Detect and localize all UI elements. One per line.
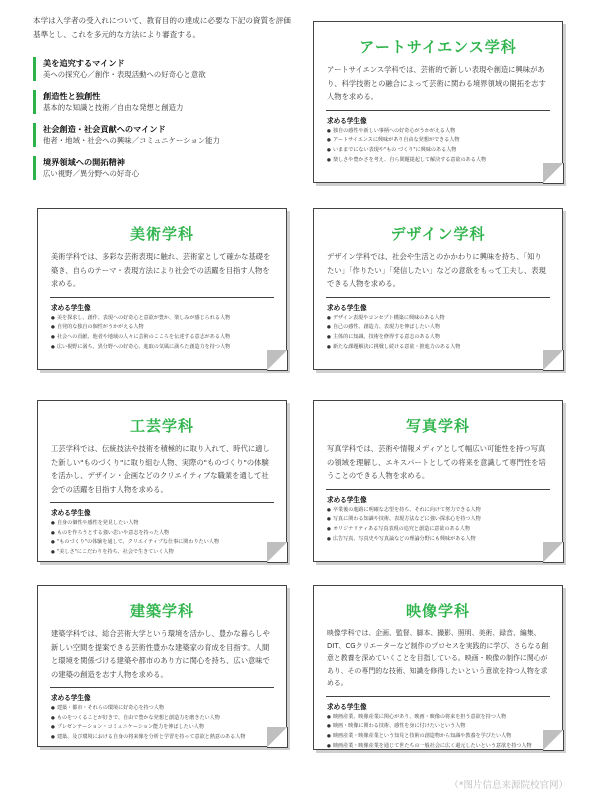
requirement-item: ● 卒業後の進路に明確な志望を持ち、それに向けて努力できる人物	[327, 506, 549, 516]
department-description: 映像学科では、企画、監督、脚本、撮影、照明、美術、録音、編集、DIT、CGクリエーターなど制作のプロセスを実践的に学び、さらなる創意と教養を深めていくことを目指している。映画・映像の制作に関心があり、その専門的な技術、知識を修得したいという意欲を持つ人物を求める。	[327, 629, 549, 687]
requirement-item: ● 美を探求し、創作、表現への好奇心と意欲が豊か、楽しみが感じられる人物	[51, 314, 273, 324]
requirement-item: ● 広告写真、写真史や写真論などの理論分野にも興味がある人物	[327, 535, 549, 545]
requirement-item: ● 広い視野に満ち、異分野への好奇心、進取の気風に満ちた創造力を持つ人物	[51, 343, 273, 353]
requirements-list	[51, 704, 273, 743]
page-curl-decoration	[543, 163, 563, 183]
page-curl-decoration	[267, 350, 287, 370]
policy-title: 美を追究するマインド	[43, 58, 125, 68]
page-curl-decoration	[267, 542, 287, 562]
requirements-list	[327, 314, 549, 353]
policy-title: 社会創造・社会貢献へのマインド	[43, 124, 166, 134]
requirement-item: ● 社会への貢献、他者や地域の人々に芸術のこころを伝達する意志がある人物	[51, 333, 273, 343]
requirements-label: 求める学生像	[51, 303, 91, 312]
department-description: 工芸学科では、伝統技法や技術を積極的に取り入れて、時代に適した新しい"ものづくり"に取り組む人物、実際の"ものづくり"の体験を活かし、デザイン・企画などのクリエイティブな職業を通して社会での活躍を目指す人物を求める。	[51, 444, 270, 494]
department-title: 美術学科	[129, 225, 194, 243]
source-watermark: （*图片信息来源院校官网）	[449, 780, 568, 791]
department-title: 工芸学科	[129, 417, 194, 435]
requirement-item: ● "美しさ"にこだわりを持ち、社会で生きていく人物	[51, 548, 273, 558]
department-title: デザイン学科	[390, 225, 486, 243]
divider	[50, 502, 274, 503]
policy-item	[33, 90, 303, 114]
requirement-item: ● 自身の個性や感性を発見したい人物	[51, 519, 273, 529]
department-description: デザイン学科では、社会や生活とのかかわりに興味を持ち、「知りたい」「作りたい」「発信したい」などの意欲をもって工夫し、表現できる人物を求める。	[327, 252, 546, 288]
page-curl-decoration	[543, 350, 563, 370]
requirement-item: ● 建築、及び環境における自身の将来像を分析と学習を持って意欲と熱意のある人物	[51, 733, 273, 743]
policy-title: 創造性と独創性	[43, 91, 101, 101]
department-description: 建築学科では、総合芸術大学という環境を活かし、豊かな暮らしや新しい空間を提案できる芸術性豊かな建築家の育成を目指す。人間と環境を関係づける建築や都市のあり方に関心を持ち、広い意味での建築の創造を志す人物を求める。	[51, 629, 270, 679]
department-description: 美術学科では、多彩な芸術表現に触れ、芸術家として確かな基礎を築き、自らのテーマ・表現方法により社会での活躍を目指す人物を求める。	[51, 252, 271, 288]
requirement-item: ● オリジナリティある写真表現の追究と創造に意欲のある人物	[327, 525, 549, 535]
department-card-photography	[313, 400, 563, 562]
requirements-label: 求める学生像	[51, 509, 91, 517]
page-curl-decoration	[543, 730, 563, 750]
divider	[326, 696, 550, 697]
requirement-item: ● デザイン表現やコンセプト構築に興味のある人物	[327, 314, 549, 324]
requirements-label: 求める学生像	[327, 303, 367, 312]
requirement-item: ● 自発的な独自の個性がうかがえる人物	[51, 323, 273, 333]
policy-desc: 美への探究心／創作・表現活動への好奇心と意欲	[43, 70, 206, 79]
page-curl-decoration	[267, 727, 287, 747]
policy-item	[33, 123, 303, 147]
requirement-item: ● 楽しさや豊かさを考え、自ら問題提起して解決する意欲のある人物	[327, 156, 549, 166]
requirement-item: ● 映画産業・映像産業という知見と技術の創造物から知識や教養を学びたい人物	[327, 732, 549, 742]
department-title: 写真学科	[405, 417, 470, 435]
requirement-item: ● 映画産業・映像産業を通じて世たちの一般社会に広く還元したいという意欲を持つ人物	[327, 742, 549, 752]
divider	[326, 110, 550, 111]
department-card-art-science	[313, 21, 563, 183]
requirement-item: ● 独自の感性や新しい事柄への好奇心がうかがえる人物	[327, 127, 549, 137]
requirements-list	[51, 314, 273, 353]
policy-item	[33, 57, 303, 81]
requirement-item: ● 写真に関わる知識や技術、表現方法などに強い探求心を持つ人物	[327, 515, 549, 525]
divider	[326, 489, 550, 490]
requirement-item: ● 建築・都市・それらの環境に好奇心を持つ人物	[51, 704, 273, 714]
requirement-item: ● 主体的に知識、技術を修得する意志のある人物	[327, 333, 549, 343]
requirement-item: ● "ものづくり"の体験を通して、クリエイティブな仕事に関わりたい人物	[51, 538, 273, 548]
requirement-item: ● 映画産業、映像産業に関心があり、映画・映像の将来を担う意欲を持つ人物	[327, 713, 549, 723]
department-title: 建築学科	[129, 602, 194, 620]
requirement-item: ● アートサイエンスに興味があり自由な発想ができる人物	[327, 136, 549, 146]
department-card-crafts	[37, 400, 287, 562]
requirement-item: ● 自己の感性、創造力、表現力を伸ばしたい人物	[327, 323, 549, 333]
requirement-item: ● 新たな課題解決に挑戦し続ける意欲・推進力のある人物	[327, 343, 549, 353]
department-description: 写真学科では、芸術や情報メディアとして幅広い可能性を持つ写真の領域を理解し、エキスパートとしての将来を意識して専門性を培うことのできる人物を求める。	[327, 444, 546, 480]
requirements-label: 求める学生像	[51, 694, 91, 702]
divider	[50, 687, 274, 688]
requirement-item: ● ものを作ろうとする強い思いや意志を持った人物	[51, 529, 273, 539]
department-title: アートサイエンス学科	[359, 38, 517, 56]
requirements-list	[51, 519, 273, 558]
department-description: アートサイエンス学科では、芸術的で新しい表現や創造に興味があり、科学技術との融合によって芸術に関わる境界領域の開拓を志す人物を求める。	[327, 65, 546, 101]
requirements-list	[327, 127, 549, 166]
requirement-item: ● 映画・映像に関わる技術、感性を身に付けたいという人物	[327, 722, 549, 732]
policy-desc: 広い視野／異分野への好奇心	[43, 169, 140, 178]
policy-desc: 基本的な知識と技術／自由な発想と創造力	[43, 103, 184, 112]
requirements-list	[327, 506, 549, 545]
requirement-item: ● ものをつくることが好きで、自由で豊かな発想と創造力を磨きたい人物	[51, 714, 273, 724]
requirements-label: 求める学生像	[327, 702, 367, 711]
department-card-film	[313, 585, 563, 750]
requirement-item: ● プレゼンテーション・コミュニケーション能力を伸ばしたい人物	[51, 723, 273, 733]
page-curl-decoration	[543, 542, 563, 562]
policy-item	[33, 156, 303, 180]
policy-desc: 他者・地域・社会への興味／コミュニケーション能力	[43, 136, 220, 145]
department-title: 映像学科	[405, 602, 470, 620]
admission-policy-list	[33, 57, 303, 189]
requirements-label: 求める学生像	[327, 495, 367, 504]
department-card-architecture	[37, 585, 287, 747]
divider	[326, 297, 550, 298]
policy-title: 境界領域への開拓精神	[43, 157, 125, 167]
requirements-label: 求める学生像	[327, 116, 367, 125]
divider	[50, 297, 274, 298]
requirement-item: ● いままでにない表現や"もの づくり"に興味のある人物	[327, 146, 549, 156]
department-card-design	[313, 208, 563, 370]
department-card-fine-arts	[37, 208, 287, 370]
intro-text: 本学は入学者の受入れについて、教育目的の達成に必要な下記の資質を評価基準とし、これを多元的な方法により審査する。	[33, 16, 291, 39]
requirements-list	[327, 713, 549, 752]
